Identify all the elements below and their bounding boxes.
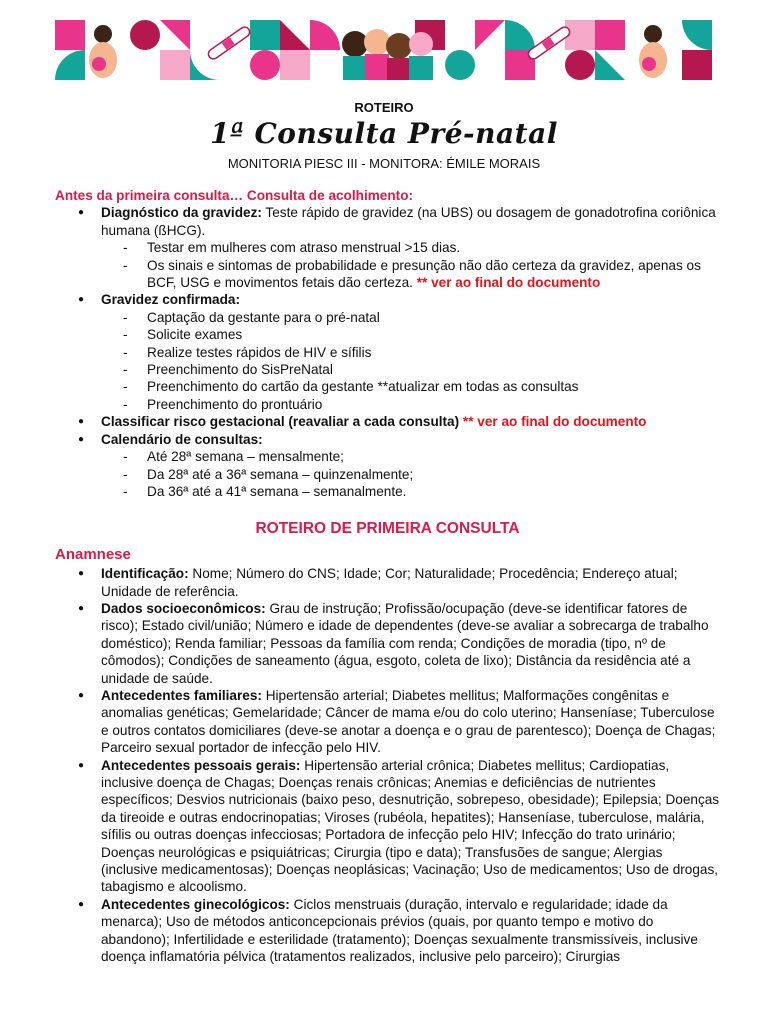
anamnese-heading: Anamnese: [55, 545, 131, 563]
item-label: Antecedentes pessoais gerais:: [101, 757, 301, 773]
pregnant-woman-illustration-right: [639, 25, 667, 78]
sublist-item: - Preenchimento do SisPreNatal: [101, 361, 720, 378]
list-item: [55, 896, 720, 966]
item-label: Identificação:: [101, 566, 189, 582]
item-label: Diagnóstico da gravidez:: [101, 205, 262, 221]
list-item: [55, 600, 720, 687]
document-body: [55, 187, 720, 965]
sublist-item-text: Os sinais e sintomas de probabilidade e presunção não dão certeza da gravidez, apenas os BCF, USG e movimentos fetais dão certeza.: [147, 257, 701, 291]
sublist-item: - Preenchimento do cartão da gestante **atualizar em todas as consultas: [101, 378, 720, 395]
item-text: Hipertensão arterial crônica; Diabetes mellitus; Cardiopatias, inclusive doença de Chagas; Doenças renais crônicas; Anemias e deficiências de nutrientes específicos; Desvios nutricionais (baixo peso, desnutrição, sobrepeso, obesidade); Epilepsia; Doenças da tireoide e outras endocrinopatias; Viroses (rubéola, hepatites); Hanseníase, tuberculose, malária, sífilis ou outras doenças infecciosas; Portadora de infecção pelo HIV; Infecção do trato urinário; Doenças neurológicas e psiquiátricas; Cirurgia (tipo e data); Transfusões de sangue; Alergias (inclusive medicamentosas); Doenças neoplásicas; Vacinação; Uso de medicamentos; Uso de drogas, tabagismo e alcoolismo.: [101, 757, 720, 895]
sublist-item: - Captação da gestante para o pré-natal: [101, 309, 720, 326]
item-label: Gravidez confirmada:: [101, 292, 240, 308]
item-label: Antecedentes ginecológicos:: [101, 896, 290, 912]
sublist-item: [101, 257, 720, 292]
women-group-illustration: [342, 29, 433, 80]
sublist-item: - Da 28ª até a 36ª semana – quinzenalmente;: [101, 466, 720, 483]
sublist-item: - Preenchimento do prontuário: [101, 396, 720, 413]
list-item: [55, 687, 720, 757]
sublist-item: - Testar em mulheres com atraso menstrual >15 dias.: [101, 239, 720, 256]
intro-heading: Antes da primeira consulta… Consulta de acolhimento:: [55, 188, 414, 203]
item-text: Nome; Número do CNS; Idade; Cor; Naturalidade; Procedência; Endereço atual; Unidade de referência.: [101, 566, 678, 599]
sublist-item: - Solicite exames: [101, 326, 720, 343]
list-item-diagnosis: [55, 204, 720, 291]
sublist: [101, 309, 720, 413]
sublist-item: - Realize testes rápidos de HIV e sífilis: [101, 344, 720, 361]
sublist: [101, 448, 720, 500]
list-item: [55, 757, 720, 896]
item-text: Ciclos menstruais (duração, intervalo e regularidade; idade da menarca); Uso de métodos anticoncepcionais prévios (quais, por quanto tempo e motivo do abandono); Infertilidade e esterilidade (tratamento); Doenças sexualmente transmissíveis, inclusive doença inflamatória pélvica (tratamentos realizados, inclusive pelo parceiro); Cirurgias: [101, 896, 698, 965]
see-end-note: ** ver ao final do documento: [416, 275, 601, 291]
document-subtitle: MONITORIA PIESC III - MONITORA: ÉMILE MORAIS: [227, 156, 541, 171]
pregnancy-test-icon: [206, 25, 251, 61]
sublist-item: - Até 28ª semana – mensalmente;: [101, 448, 720, 465]
item-label: Dados socioeconômicos:: [101, 600, 266, 616]
list-item-calendar: [55, 431, 720, 501]
document-kicker: ROTEIRO: [354, 100, 414, 115]
item-text: Teste rápido de gravidez (na UBS) ou dosagem de gonadotrofina coriônica humana (ßHCG).: [101, 205, 716, 238]
list-item-risk: [55, 413, 720, 430]
see-end-note: ** ver ao final do documento: [459, 414, 647, 430]
header-banner: [55, 20, 712, 80]
pre-consult-list: [55, 204, 720, 500]
section-title: ROTEIRO DE PRIMEIRA CONSULTA: [255, 520, 520, 538]
pregnant-woman-illustration-left: [89, 25, 117, 78]
document-title: 1ª Consulta Pré-natal: [210, 117, 558, 150]
anamnese-list: [55, 565, 720, 965]
item-text: Grau de instrução; Profissão/ocupação (deve-se identificar fatores de risco); Estado civil/união; Número e idade de dependentes (deve-se avaliar a sobrecarga de trabalho doméstico); Renda familiar; Pessoas da família com renda; Condições de moradia (tipo, nº de cômodos); Condições de saneamento (água, esgoto, coleta de lixo); Distância da residência até a unidade de saúde.: [101, 600, 709, 686]
item-label: Classificar risco gestacional (reavaliar a cada consulta): [101, 414, 460, 430]
list-item-confirmed: [55, 291, 720, 413]
item-label: Antecedentes familiares:: [101, 687, 262, 703]
list-item: [55, 565, 720, 600]
sublist: [101, 239, 720, 291]
item-label: Calendário de consultas:: [101, 431, 263, 447]
sublist-item: - Da 36ª até a 41ª semana – semanalmente.: [101, 483, 720, 500]
item-text: Hipertensão arterial; Diabetes mellitus; Malformações congênitas e anomalias genéticas; Gemelaridade; Câncer de mama e/ou do colo uterino; Hanseníase; Tuberculose e outros contatos domiciliares (deve-se anotar a doença e o grau de parentesco); Doença de Chagas; Parceiro sexual portador de infecção pelo HIV.: [101, 687, 716, 756]
